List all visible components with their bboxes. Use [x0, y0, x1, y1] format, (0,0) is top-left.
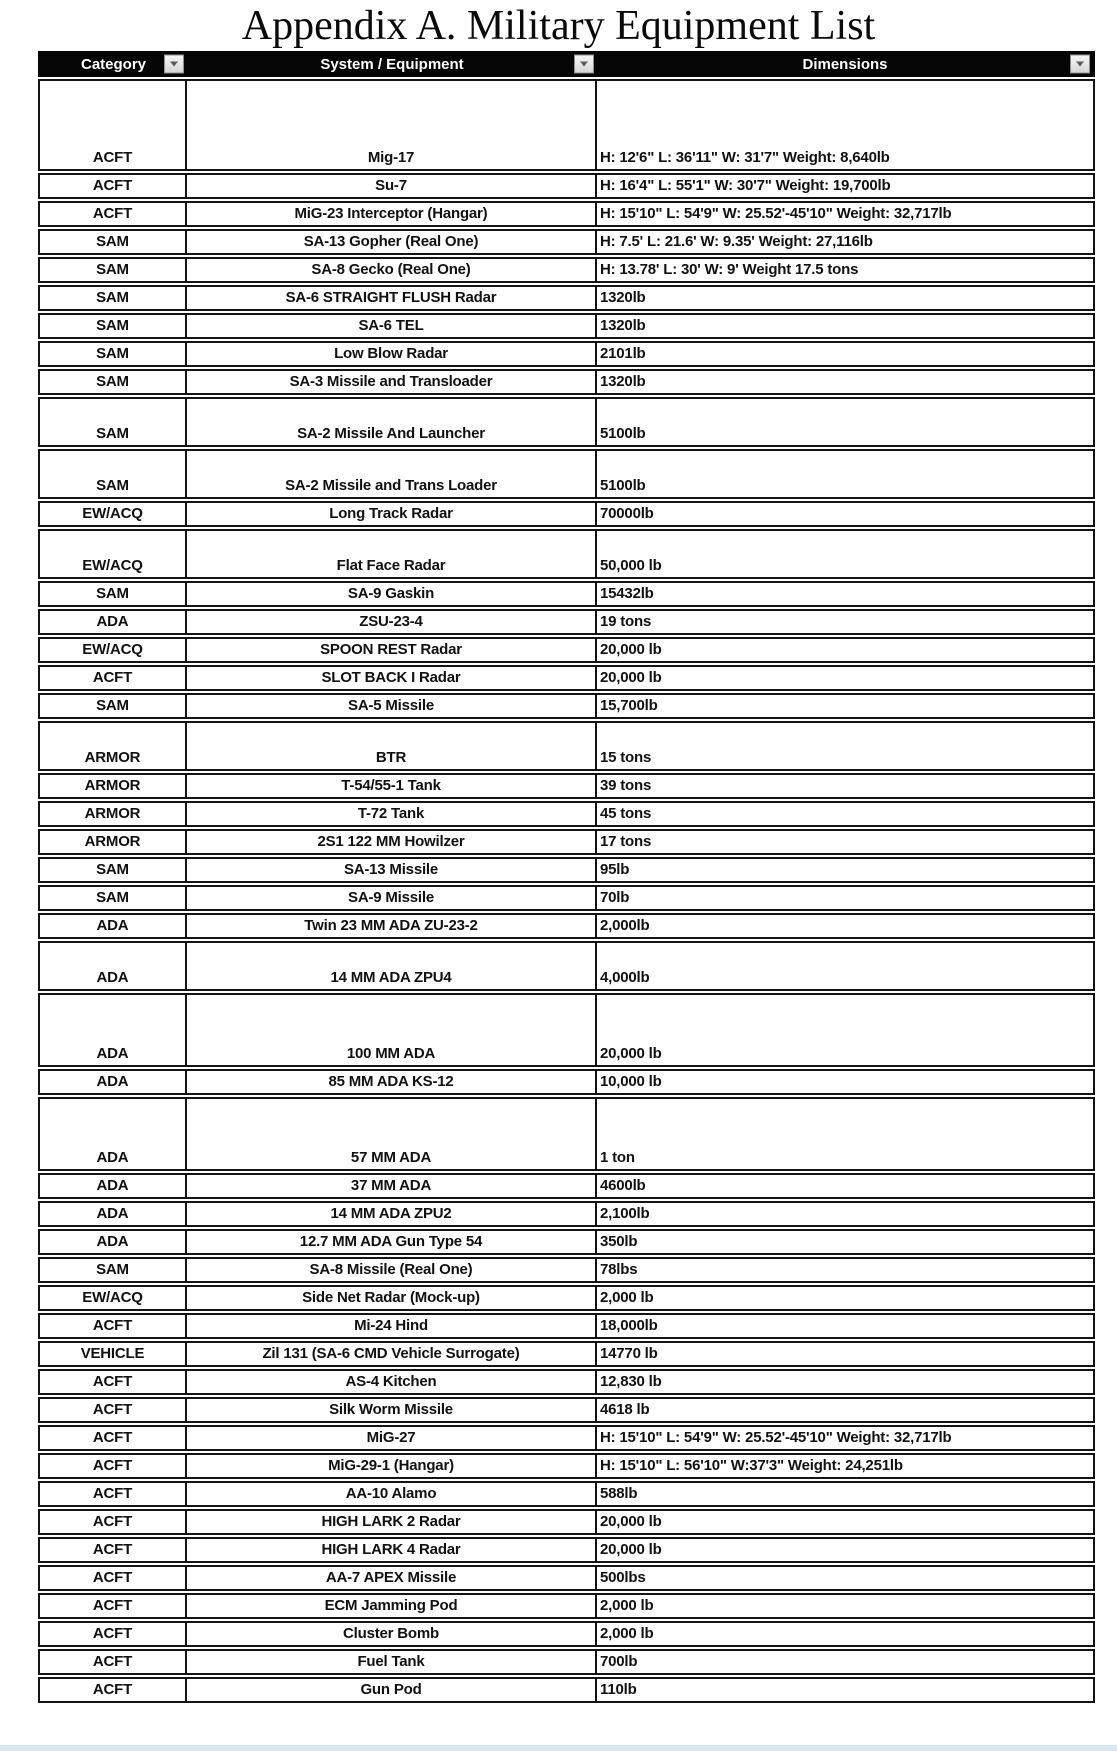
- table-row: [38, 1313, 1095, 1339]
- table-row: [38, 529, 1095, 579]
- category-cell: ADA: [40, 1175, 187, 1197]
- category-cell: ACFT: [40, 1623, 187, 1645]
- system-cell: Mi-24 Hind: [187, 1315, 597, 1337]
- table-row: [38, 1425, 1095, 1451]
- table-row: [38, 609, 1095, 635]
- dimensions-cell: 2,000 lb: [600, 1597, 654, 1614]
- equipment-table: [38, 51, 1095, 1703]
- system-cell: SA-9 Gaskin: [187, 583, 597, 605]
- table-row: [38, 1621, 1095, 1647]
- category-cell: ADA: [40, 915, 187, 937]
- table-row: [38, 1565, 1095, 1591]
- table-row: [38, 941, 1095, 991]
- dimensions-cell: H: 15'10" L: 54'9" W: 25.52'-45'10" Weight: 32,717lb: [600, 205, 952, 222]
- category-cell: ADA: [40, 943, 187, 989]
- dimensions-cell: 588lb: [600, 1485, 638, 1502]
- category-cell: SAM: [40, 859, 187, 881]
- table-row: [38, 1257, 1095, 1283]
- dimensions-cell: 20,000 lb: [600, 641, 662, 658]
- chevron-down-icon: [170, 62, 178, 67]
- dimensions-cell: 50,000 lb: [600, 557, 662, 574]
- system-cell: Long Track Radar: [187, 503, 597, 525]
- category-cell: ACFT: [40, 203, 187, 225]
- category-cell: ACFT: [40, 1483, 187, 1505]
- system-cell: SA-2 Missile And Launcher: [187, 399, 597, 445]
- table-row: [38, 341, 1095, 367]
- system-cell: SA-6 STRAIGHT FLUSH Radar: [187, 287, 597, 309]
- table-row: [38, 885, 1095, 911]
- table-row: [38, 1677, 1095, 1703]
- system-cell: MiG-27: [187, 1427, 597, 1449]
- category-cell: ACFT: [40, 1539, 187, 1561]
- dimensions-cell: 70lb: [600, 889, 630, 906]
- dimensions-cell: H: 12'6" L: 36'11" W: 31'7" Weight: 8,640lb: [600, 149, 890, 166]
- dimensions-cell: 70000lb: [600, 505, 654, 522]
- system-cell: SA-3 Missile and Transloader: [187, 371, 597, 393]
- dimensions-cell: 10,000 lb: [600, 1073, 662, 1090]
- table-row: [38, 1481, 1095, 1507]
- category-cell: EW/ACQ: [40, 639, 187, 661]
- category-cell: ACFT: [40, 1399, 187, 1421]
- system-cell: Zil 131 (SA-6 CMD Vehicle Surrogate): [187, 1343, 597, 1365]
- system-cell: 14 MM ADA ZPU4: [187, 943, 597, 989]
- chevron-down-icon: [580, 62, 588, 67]
- dimensions-cell: 2,000 lb: [600, 1289, 654, 1306]
- table-row: [38, 1369, 1095, 1395]
- category-cell: ACFT: [40, 1679, 187, 1701]
- table-body: [38, 79, 1095, 1703]
- system-cell: 14 MM ADA ZPU2: [187, 1203, 597, 1225]
- category-cell: SAM: [40, 695, 187, 717]
- system-cell: Silk Worm Missile: [187, 1399, 597, 1421]
- category-cell: SAM: [40, 583, 187, 605]
- dimensions-cell: 1320lb: [600, 373, 646, 390]
- category-cell: ACFT: [40, 667, 187, 689]
- category-cell: ACFT: [40, 1651, 187, 1673]
- category-cell: SAM: [40, 1259, 187, 1281]
- category-cell: SAM: [40, 371, 187, 393]
- category-cell: ACFT: [40, 1427, 187, 1449]
- system-cell: Side Net Radar (Mock-up): [187, 1287, 597, 1309]
- table-row: [38, 79, 1095, 171]
- category-cell: ADA: [40, 611, 187, 633]
- dimensions-cell: 4,000lb: [600, 969, 650, 986]
- dimensions-cell: 2101lb: [600, 345, 646, 362]
- table-row: [38, 501, 1095, 527]
- dimensions-cell: H: 16'4" L: 55'1" W: 30'7" Weight: 19,700lb: [600, 177, 891, 194]
- system-cell: SA-9 Missile: [187, 887, 597, 909]
- dimensions-cell: 19 tons: [600, 613, 652, 630]
- category-cell: ACFT: [40, 1567, 187, 1589]
- table-row: [38, 829, 1095, 855]
- category-cell: ADA: [40, 995, 187, 1065]
- system-cell: SA-6 TEL: [187, 315, 597, 337]
- category-cell: ACFT: [40, 1371, 187, 1393]
- table-row: [38, 1453, 1095, 1479]
- table-row: [38, 1285, 1095, 1311]
- system-cell: Gun Pod: [187, 1679, 597, 1701]
- system-cell: Low Blow Radar: [187, 343, 597, 365]
- system-cell: 2S1 122 MM Howilzer: [187, 831, 597, 853]
- dimensions-cell: 39 tons: [600, 777, 652, 794]
- system-cell: SA-8 Missile (Real One): [187, 1259, 597, 1281]
- table-row: [38, 1341, 1095, 1367]
- system-cell: MiG-29-1 (Hangar): [187, 1455, 597, 1477]
- table-row: [38, 201, 1095, 227]
- table-row: [38, 721, 1095, 771]
- category-cell: SAM: [40, 231, 187, 253]
- system-cell: ECM Jamming Pod: [187, 1595, 597, 1617]
- dimensions-cell: 4618 lb: [600, 1401, 650, 1418]
- page-title: Appendix A. Military Equipment List: [241, 3, 876, 49]
- dimensions-cell: 14770 lb: [600, 1345, 658, 1362]
- category-cell: ADA: [40, 1099, 187, 1169]
- category-cell: ADA: [40, 1203, 187, 1225]
- table-row: [38, 1537, 1095, 1563]
- dimensions-cell: H: 13.78' L: 30' W: 9' Weight 17.5 tons: [600, 261, 859, 278]
- dimensions-cell: H: 7.5' L: 21.6' W: 9.35' Weight: 27,116lb: [600, 233, 873, 250]
- dimensions-cell: 15,700lb: [600, 697, 658, 714]
- table-row: [38, 1649, 1095, 1675]
- category-cell: ACFT: [40, 81, 187, 169]
- filter-dropdown-button-system[interactable]: [574, 55, 594, 74]
- table-row: [38, 801, 1095, 827]
- category-cell: SAM: [40, 451, 187, 497]
- table-row: [38, 773, 1095, 799]
- system-cell: Twin 23 MM ADA ZU-23-2: [187, 915, 597, 937]
- category-cell: ARMOR: [40, 831, 187, 853]
- bottom-strip: [0, 1745, 1117, 1751]
- table-row: [38, 369, 1095, 395]
- dimensions-cell: 700lb: [600, 1653, 638, 1670]
- category-cell: SAM: [40, 343, 187, 365]
- dimensions-cell: 18,000lb: [600, 1317, 658, 1334]
- dimensions-cell: 20,000 lb: [600, 1045, 662, 1062]
- dimensions-cell: 20,000 lb: [600, 669, 662, 686]
- category-cell: ACFT: [40, 1315, 187, 1337]
- system-cell: SPOON REST Radar: [187, 639, 597, 661]
- system-cell: SA-2 Missile and Trans Loader: [187, 451, 597, 497]
- system-cell: T-72 Tank: [187, 803, 597, 825]
- system-cell: AA-7 APEX Missile: [187, 1567, 597, 1589]
- dimensions-cell: 2,100lb: [600, 1205, 650, 1222]
- dimensions-cell: 17 tons: [600, 833, 652, 850]
- table-row: [38, 397, 1095, 447]
- table-row: [38, 857, 1095, 883]
- table-row: [38, 285, 1095, 311]
- category-cell: EW/ACQ: [40, 1287, 187, 1309]
- system-cell: SA-13 Gopher (Real One): [187, 231, 597, 253]
- table-row: [38, 1069, 1095, 1095]
- table-header-row: [38, 51, 1095, 77]
- dimensions-cell: H: 15'10" L: 56'10" W:37'3" Weight: 24,251lb: [600, 1457, 903, 1474]
- table-row: [38, 1229, 1095, 1255]
- table-row: [38, 313, 1095, 339]
- system-cell: SLOT BACK I Radar: [187, 667, 597, 689]
- table-row: [38, 173, 1095, 199]
- category-cell: ARMOR: [40, 723, 187, 769]
- table-row: [38, 1097, 1095, 1171]
- system-cell: MiG-23 Interceptor (Hangar): [187, 203, 597, 225]
- table-row: [38, 1201, 1095, 1227]
- category-cell: SAM: [40, 887, 187, 909]
- system-cell: Mig-17: [187, 81, 597, 169]
- category-cell: ADA: [40, 1231, 187, 1253]
- dimensions-cell: H: 15'10" L: 54'9" W: 25.52'-45'10" Weight: 32,717lb: [600, 1429, 952, 1446]
- chevron-down-icon: [1076, 62, 1084, 67]
- system-cell: T-54/55-1 Tank: [187, 775, 597, 797]
- dimensions-cell: 500lbs: [600, 1569, 646, 1586]
- dimensions-cell: 4600lb: [600, 1177, 646, 1194]
- category-cell: VEHICLE: [40, 1343, 187, 1365]
- dimensions-cell: 2,000lb: [600, 917, 650, 934]
- table-row: [38, 637, 1095, 663]
- system-cell: Su-7: [187, 175, 597, 197]
- column-header-system: [187, 53, 597, 75]
- table-row: [38, 665, 1095, 691]
- system-cell: ZSU-23-4: [187, 611, 597, 633]
- dimensions-cell: 15 tons: [600, 749, 652, 766]
- category-cell: EW/ACQ: [40, 503, 187, 525]
- column-header-dimensions: [597, 53, 1093, 75]
- system-cell: SA-8 Gecko (Real One): [187, 259, 597, 281]
- dimensions-cell: 15432lb: [600, 585, 654, 602]
- category-cell: ARMOR: [40, 803, 187, 825]
- dimensions-cell: 20,000 lb: [600, 1541, 662, 1558]
- dimensions-cell: 2,000 lb: [600, 1625, 654, 1642]
- system-cell: HIGH LARK 2 Radar: [187, 1511, 597, 1533]
- dimensions-cell: 12,830 lb: [600, 1373, 662, 1390]
- dimensions-cell: 1 ton: [600, 1149, 635, 1166]
- filter-dropdown-button-category[interactable]: [164, 55, 184, 74]
- system-cell: SA-13 Missile: [187, 859, 597, 881]
- dimensions-cell: 78lbs: [600, 1261, 638, 1278]
- dimensions-cell: 1320lb: [600, 317, 646, 334]
- dimensions-cell: 350lb: [600, 1233, 638, 1250]
- table-row: [38, 1173, 1095, 1199]
- category-cell: ARMOR: [40, 775, 187, 797]
- system-cell: Flat Face Radar: [187, 531, 597, 577]
- system-cell: BTR: [187, 723, 597, 769]
- table-row: [38, 581, 1095, 607]
- system-cell: 57 MM ADA: [187, 1099, 597, 1169]
- category-cell: ACFT: [40, 175, 187, 197]
- system-cell: AA-10 Alamo: [187, 1483, 597, 1505]
- dimensions-cell: 1320lb: [600, 289, 646, 306]
- category-cell: SAM: [40, 287, 187, 309]
- system-cell: 37 MM ADA: [187, 1175, 597, 1197]
- category-cell: EW/ACQ: [40, 531, 187, 577]
- table-row: [38, 1397, 1095, 1423]
- system-cell: HIGH LARK 4 Radar: [187, 1539, 597, 1561]
- category-cell: SAM: [40, 399, 187, 445]
- dimensions-cell: 20,000 lb: [600, 1513, 662, 1530]
- table-row: [38, 693, 1095, 719]
- table-row: [38, 257, 1095, 283]
- category-cell: SAM: [40, 315, 187, 337]
- column-header-category: [40, 53, 187, 75]
- category-cell: SAM: [40, 259, 187, 281]
- dimensions-cell: 110lb: [600, 1681, 637, 1698]
- column-header-label: Dimensions: [802, 55, 888, 73]
- system-cell: SA-5 Missile: [187, 695, 597, 717]
- system-cell: 85 MM ADA KS-12: [187, 1071, 597, 1093]
- table-row: [38, 449, 1095, 499]
- column-header-label: System / Equipment: [320, 55, 464, 73]
- category-cell: ACFT: [40, 1511, 187, 1533]
- dimensions-cell: 5100lb: [600, 425, 646, 442]
- category-cell: ADA: [40, 1071, 187, 1093]
- category-cell: ACFT: [40, 1455, 187, 1477]
- system-cell: 100 MM ADA: [187, 995, 597, 1065]
- system-cell: Cluster Bomb: [187, 1623, 597, 1645]
- table-row: [38, 993, 1095, 1067]
- table-row: [38, 1509, 1095, 1535]
- column-header-label: Category: [80, 55, 147, 73]
- dimensions-cell: 95lb: [600, 861, 630, 878]
- system-cell: AS-4 Kitchen: [187, 1371, 597, 1393]
- table-row: [38, 229, 1095, 255]
- system-cell: 12.7 MM ADA Gun Type 54: [187, 1231, 597, 1253]
- filter-dropdown-button-dimensions[interactable]: [1070, 55, 1090, 74]
- table-row: [38, 1593, 1095, 1619]
- dimensions-cell: 45 tons: [600, 805, 652, 822]
- system-cell: Fuel Tank: [187, 1651, 597, 1673]
- dimensions-cell: 5100lb: [600, 477, 646, 494]
- table-row: [38, 913, 1095, 939]
- category-cell: ACFT: [40, 1595, 187, 1617]
